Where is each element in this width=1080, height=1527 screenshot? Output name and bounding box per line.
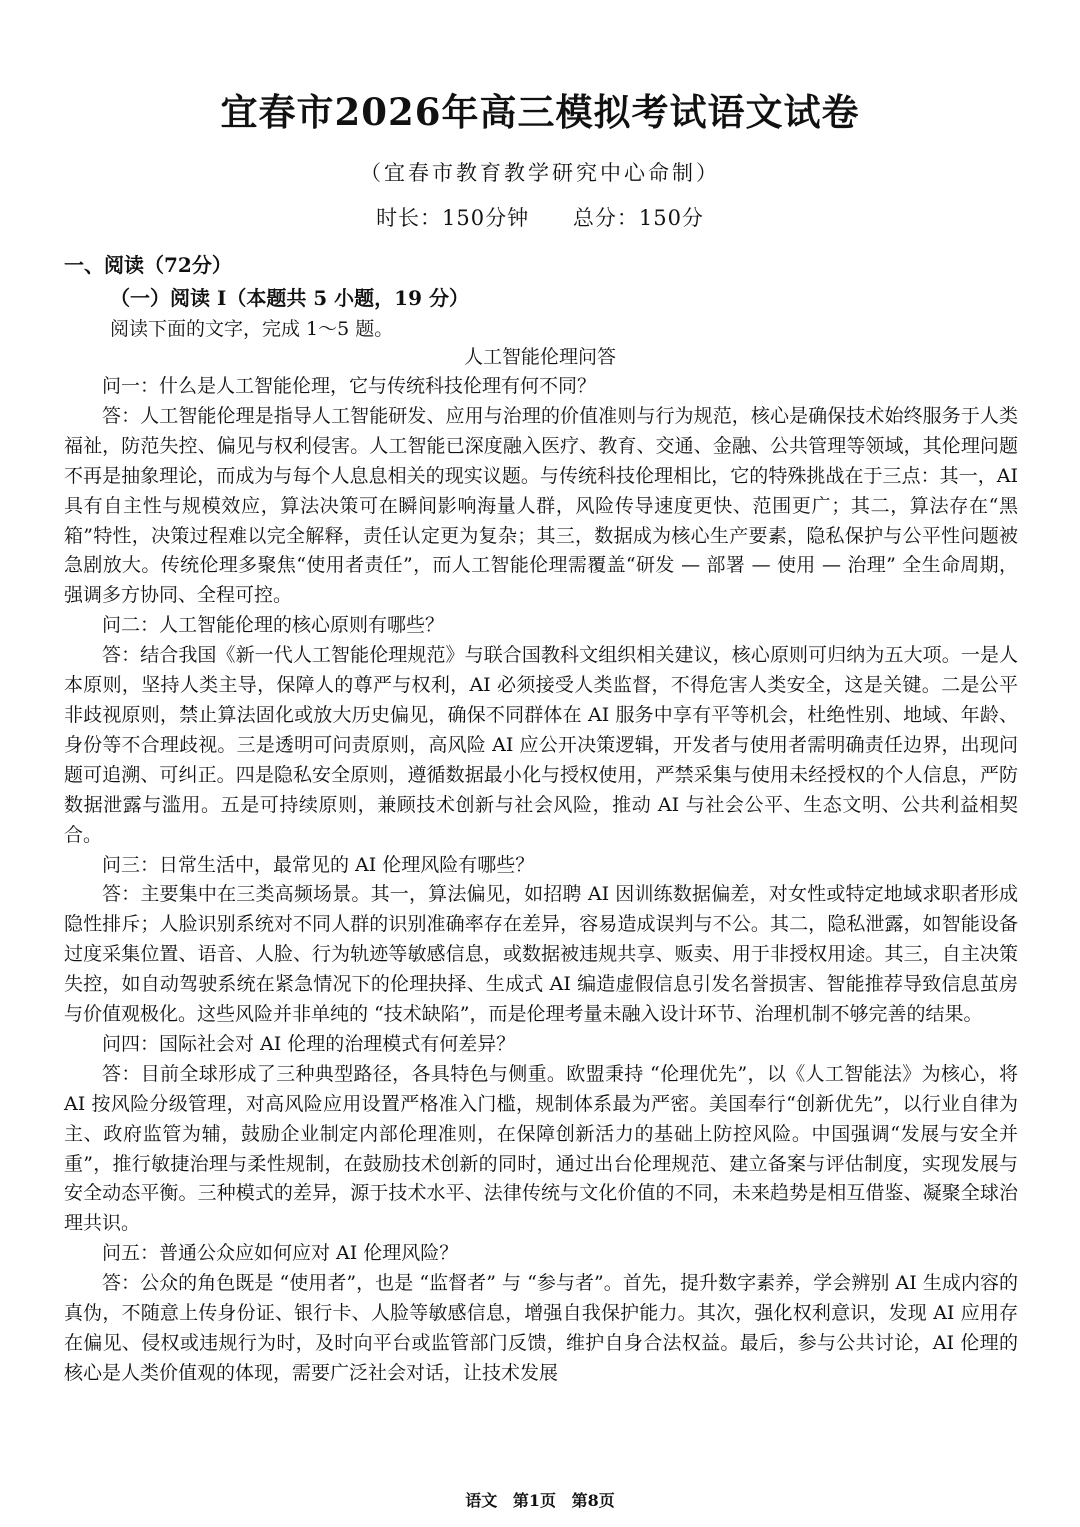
exam-title: 宜春市2026年高三模拟考试语文试卷: [220, 90, 860, 134]
page-footer: [0, 1488, 1080, 1511]
answer-1: 答：人工智能伦理是指导人工智能研发、应用与治理的价值准则与行为规范，核心是确保技术始终服务于人类福祉，防范失控、偏见与权利侵害。人工智能已深度融入医疗、教育、交通、金融、公共管理等领域，其伦理问题不再是抽象理论，而成为与每个人息息相关的现实议题。与传统科技伦理相比，它的特殊挑战在于三点：其一，AI 具有自主性与规模效应，算法决策可在瞬间影响海量人群，风险传导速度更快、范围更广；其二，算法存在“黑箱”特性，决策过程难以完全解释，责任认定更为复杂；其三，数据成为核心生产要素，隐私保护与公平性问题被急剧放大。传统伦理多聚焦“使用者责任”，而人工智能伦理需覆盖“研发 — 部署 — 使用 — 治理” 全生命周期，强调多方协同、全程可控。: [64, 404, 1018, 607]
question-2: 问二：人工智能伦理的核心原则有哪些？: [102, 614, 445, 637]
exam-duration: 时长：150分钟: [376, 206, 530, 230]
exam-subtitle: （宜春市教育教学研究中心命制）: [360, 161, 720, 185]
answer-5: 答：公众的角色既是 “使用者”，也是 “监督者” 与 “参与者”。首先，提升数字素养，学会辨别 AI 生成内容的真伪，不随意上传身份证、银行卡、人脸等敏感信息，增强自我保护能力。其次，强化权利意识，发现 AI 应用存在偏见、侵权或违规行为时，及时向平台或监管部门反馈，维护自身合法权益。最后，参与公共讨论，AI 伦理的核心是人类价值观的体现，需要广泛社会对话，让技术发展: [64, 1272, 1018, 1384]
answer-3: 答：主要集中在三类高频场景。其一，算法偏见，如招聘 AI 因训练数据偏差，对女性或特定地域求职者形成隐性排斥；人脸识别系统对不同人群的识别准确率存在差异，容易造成误判与不公。其二，隐私泄露，如智能设备过度采集位置、语音、人脸、行为轨迹等敏感信息，或数据被违规共享、贩卖、用于非授权用途。其三，自主决策失控，如自动驾驶系统在紧急情况下的伦理抉择、生成式 AI 编造虚假信息引发名誉损害、智能推荐导致信息茧房与价值观极化。这些风险并非单纯的 “技术缺陷”，而是伦理考量未融入设计环节、治理机制不够完善的结果。: [64, 883, 1018, 1026]
answer-4: 答：目前全球形成了三种典型路径，各具特色与侧重。欧盟秉持 “伦理优先”，以《人工智能法》为核心，将 AI 按风险分级管理，对高风险应用设置严格准入门槛，规制体系最为严密。美国奉行“创新优先”，以行业自律为主、政府监管为辅，鼓励企业制定内部伦理准则，在保障创新活力的基础上防控风险。中国强调“发展与安全并重”，推行敏捷治理与柔性规制，在鼓励技术创新的同时，通过出台伦理规范、建立备案与评估制度，实现发展与安全动态平衡。三种模式的差异，源于技术水平、法律传统与文化价值的不同，未来趋势是相互借鉴、凝聚全球治理共识。: [64, 1062, 1018, 1235]
question-5: 问五：普通公众应如何应对 AI 伦理风险？: [102, 1242, 459, 1265]
question-3: 问三：日常生活中，最常见的 AI 伦理风险有哪些？: [102, 853, 535, 876]
passage-body: [64, 372, 1018, 1389]
question-4: 问四：国际社会对 AI 伦理的治理模式有何差异？: [102, 1032, 516, 1055]
section-heading: 一、阅读（72分）: [64, 253, 232, 277]
footer-total-pages: 第8页: [571, 1491, 615, 1510]
exam-total-score: 总分：150分: [572, 206, 704, 230]
answer-2: 答：结合我国《新一代人工智能伦理规范》与联合国教科文组织相关建议，核心原则可归纳为五大项。一是人本原则，坚持人类主导，保障人的尊严与权利，AI 必须接受人类监督，不得危害人类安全，这是关键。二是公平非歧视原则，禁止算法固化或放大历史偏见，确保不同群体在 AI 服务中享有平等机会，杜绝性别、地域、年龄、身份等不合理歧视。三是透明可问责原则，高风险 AI 应公开决策逻辑，开发者与使用者需明确责任边界，出现问题可追溯、可纠正。四是隐私安全原则，遵循数据最小化与授权使用，严禁采集与使用未经授权的个人信息，严防数据泄露与滥用。五是可持续原则，兼顾技术创新与社会风险，推动 AI 与社会公平、生态文明、公共利益相契合。: [64, 644, 1018, 846]
footer-subject: 语文: [465, 1491, 498, 1510]
passage-title: 人工智能伦理问答: [463, 346, 616, 368]
subsection-heading: （一）阅读 I（本题共 5 小题，19 分）: [110, 286, 469, 310]
question-1: 问一：什么是人工智能伦理，它与传统科技伦理有何不同？: [102, 375, 597, 397]
reading-instruction: 阅读下面的文字，完成 1～5 题。: [110, 318, 394, 340]
footer-page: 第1页: [512, 1491, 556, 1510]
exam-meta: [0, 202, 1080, 232]
